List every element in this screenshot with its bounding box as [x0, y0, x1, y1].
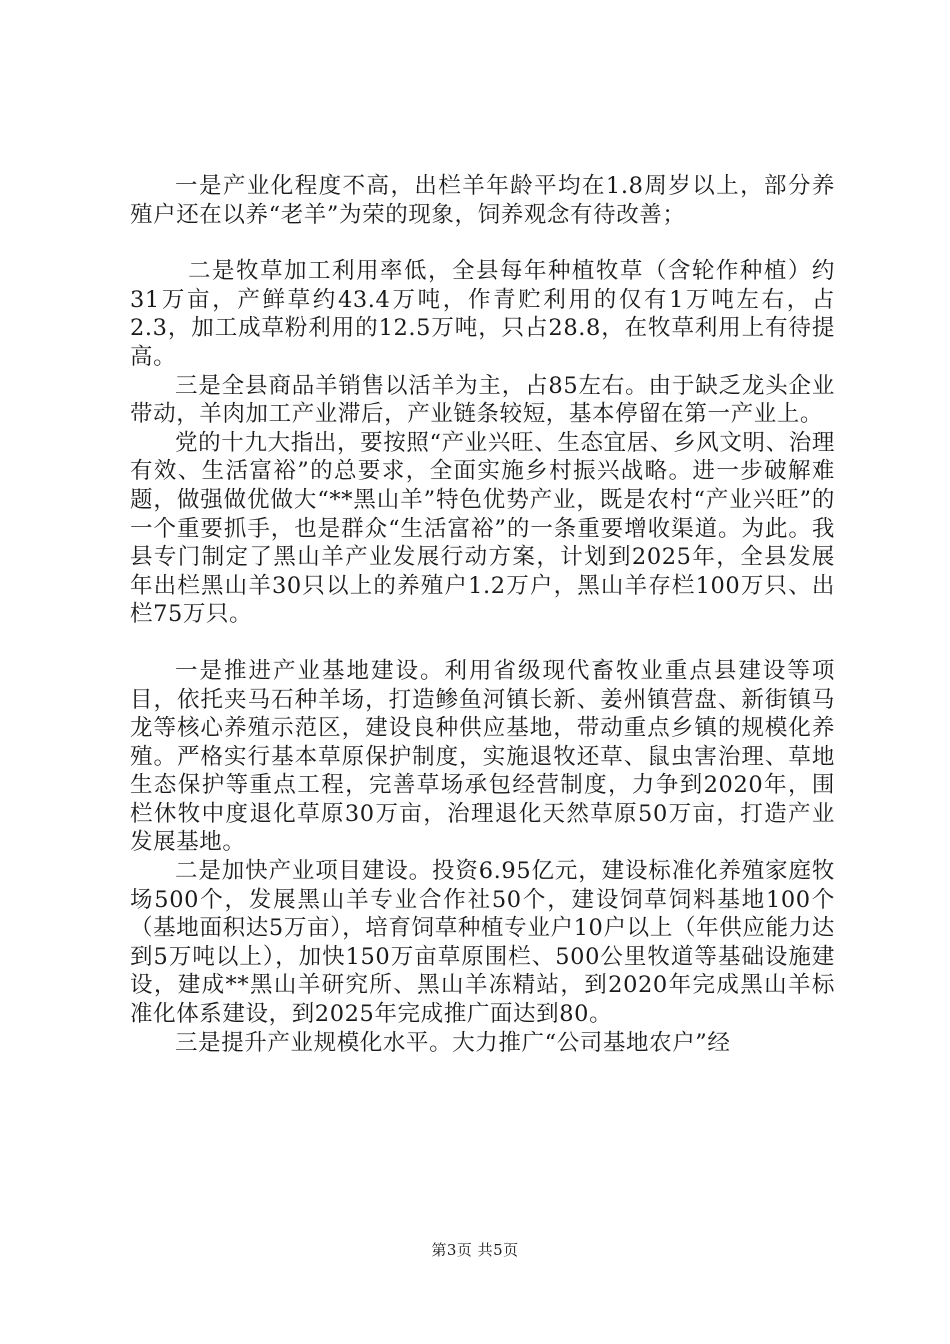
- paragraph-4: 党的十九大指出，要按照“产业兴旺、生态宜居、乡风文明、治理有效、生活富裕”的总要求，全面实施乡村振兴战略。进一步破解难题，做强做优做大“**黑山羊”特色优势产业，既是农村“产业兴旺”的一个重要抓手，也是群众“生活富裕”的一条重要增收渠道。为此。我县专门制定了黑山羊产业发展行动方案，计划到2025年，全县发展年出栏黑山羊30只以上的养殖户1.2万户，黑山羊存栏100万只、出栏75万只。: [130, 429, 835, 628]
- paragraph-7: 三是提升产业规模化水平。大力推广“公司基地农户”经: [175, 1029, 731, 1056]
- paragraph-5: 一是推进产业基地建设。利用省级现代畜牧业重点县建设等项目，依托夹马石种羊场，打造鲹鱼河镇长新、姜州镇营盘、新街镇马龙等核心养殖示范区，建设良种供应基地，带动重点乡镇的规模化养殖。严格实行基本草原保护制度，实施退牧还草、鼠虫害治理、草地生态保护等重点工程，完善草场承包经营制度，力争到2020年，围栏休牧中度退化草原30万亩，治理退化天然草原50万亩，打造产业发展基地。: [130, 657, 835, 856]
- page-number-label: 第3页 共5页: [431, 1241, 519, 1259]
- page-footer: [0, 1240, 950, 1260]
- document-body: [130, 172, 835, 1057]
- paragraph-3: 三是全县商品羊销售以活羊为主，占85左右。由于缺乏龙头企业带动，羊肉加工产业滞后，产业链条较短，基本停留在第一产业上。: [130, 372, 835, 428]
- paragraph-6: 二是加快产业项目建设。投资6.95亿元，建设标准化养殖家庭牧场500个，发展黑山羊专业合作社50个，建设饲草饲料基地100个（基地面积达5万亩），培育饲草种植专业户10户以上（年供应能力达到5万吨以上），加快150万亩草原围栏、500公里牧道等基础设施建设，建成**黑山羊研究所、黑山羊冻精站，到2020年完成黑山羊标准化体系建设，到2025年完成推广面达到80。: [130, 858, 835, 1028]
- paragraph-2: 二是牧草加工利用率低，全县每年种植牧草（含轮作种植）约31万亩，产鲜草约43.4万吨，作青贮利用的仅有1万吨左右，占2.3，加工成草粉利用的12.5万吨，只占28.8，在牧草利用上有待提高。: [130, 258, 835, 370]
- paragraph-1: 一是产业化程度不高，出栏羊年龄平均在1.8周岁以上，部分养殖户还在以养“老羊”为荣的现象，饲养观念有待改善；: [130, 173, 835, 228]
